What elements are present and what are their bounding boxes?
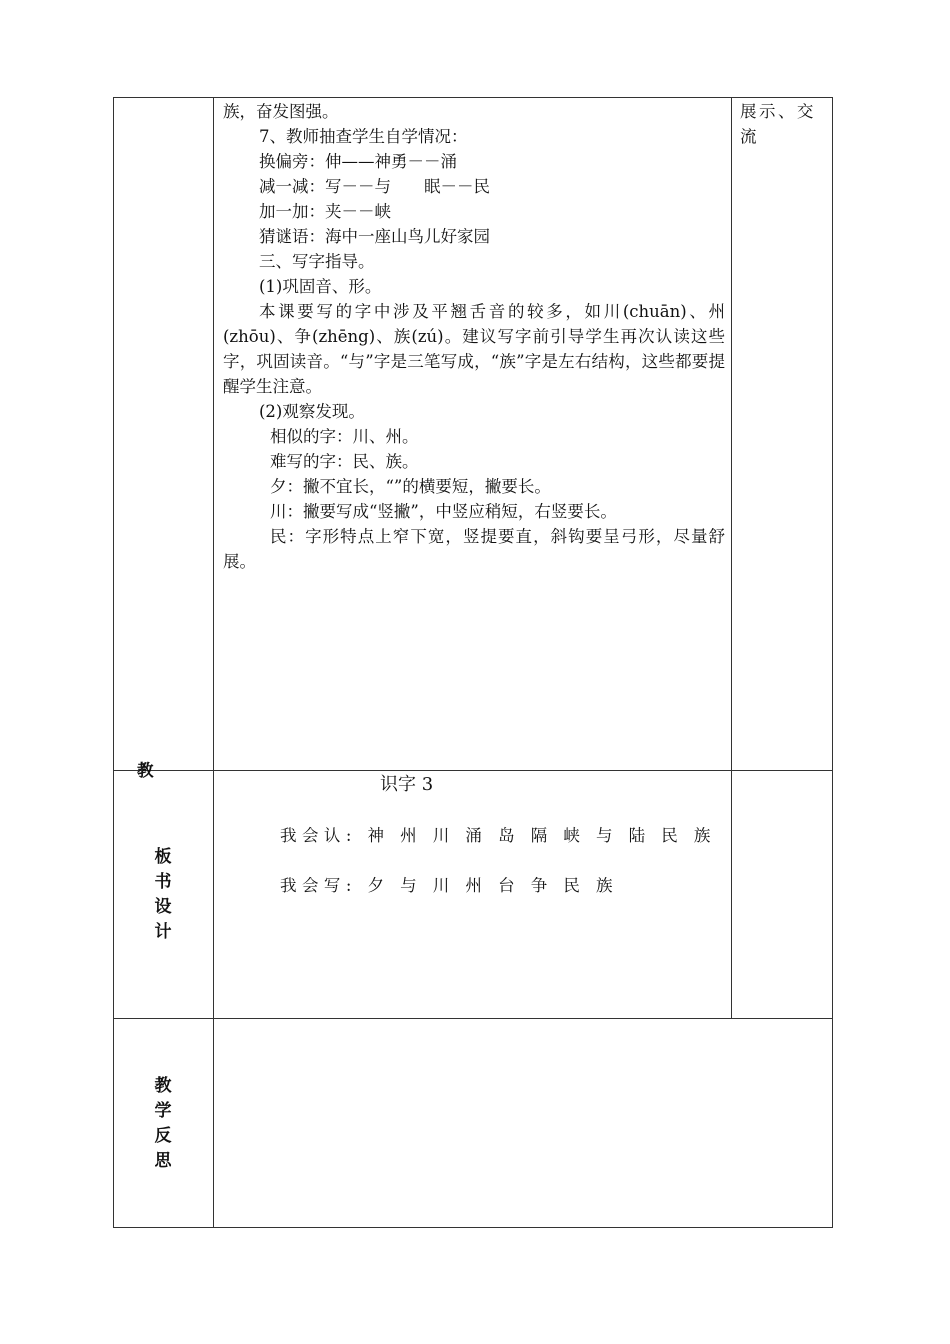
content-line-6: 猜谜语：海中一座山鸟儿好家园 — [259, 227, 490, 246]
method-note-line-1: 展示、交 — [740, 102, 816, 121]
board-title: 识字 3 — [380, 774, 434, 795]
reflection-label-char-3: 反 — [154, 1126, 172, 1146]
content-line-7: 三、写字指导。 — [259, 252, 375, 271]
board-write-list: 我会写: 夕 与 川 州 台 争 民 族 — [280, 876, 618, 895]
reflection-label-char-1: 教 — [154, 1076, 172, 1096]
content-line-5: 加一加：夹－－峡 — [259, 202, 391, 221]
difficult-chars: 难写的字：民、族。 — [270, 452, 419, 471]
board-label-char-2: 书 — [154, 872, 172, 892]
xi-note: 夕：撇不宜长，“”的横要短，撇要长。 — [270, 477, 551, 496]
min-note: 民：字形特点上窄下宽，竖提要直，斜钩要呈弓形，尽量舒展。 — [223, 527, 725, 571]
board-label-char-3: 设 — [154, 897, 172, 917]
reflection-label-char-4: 思 — [154, 1151, 172, 1171]
content-line-8: (1)巩固音、形。 — [259, 277, 382, 296]
content-line-2: 7、教师抽查学生自学情况： — [259, 127, 468, 146]
row-divider-1 — [113, 770, 833, 771]
table-bottom-border — [113, 1227, 833, 1228]
col-divider-2 — [731, 97, 732, 1019]
content-line-4: 减一减：写－－与 眠－－民 — [259, 177, 490, 196]
content-line-3: 换偏旁：伸——神勇－－涌 — [259, 152, 457, 171]
pronunciation-paragraph: 本课要写的字中涉及平翘舌音的较多，如川(chuān)、州(zhōu)、争(zhēng)、族(zú)。建议写字前引导学生再次认读这些字，巩固读音。“与”字是三笔写成，“族”字是左右结构，这些都要提醒学生注意。 — [223, 302, 725, 396]
similar-chars: 相似的字：川、州。 — [270, 427, 419, 446]
reflection-content-cell[interactable] — [214, 1019, 832, 1227]
observe-heading: (2)观察发现。 — [259, 402, 365, 421]
reflection-label-char-2: 学 — [154, 1101, 172, 1121]
method-note-line-2: 流 — [740, 127, 757, 146]
board-recognize-list: 我会认: 神 州 川 涌 岛 隔 峡 与 陆 民 族 — [280, 826, 716, 845]
table-right-border — [832, 97, 833, 1228]
board-label-char-1: 板 — [154, 847, 172, 867]
left-column-label-fragment: 教 — [137, 761, 154, 780]
board-label-char-4: 计 — [154, 922, 172, 942]
chuan-note: 川：撇要写成“竖撇”，中竖应稍短，右竖要长。 — [270, 502, 617, 521]
content-line-1: 族，奋发图强。 — [223, 102, 339, 121]
table-left-border — [113, 97, 114, 1228]
table-top-border — [113, 97, 833, 98]
